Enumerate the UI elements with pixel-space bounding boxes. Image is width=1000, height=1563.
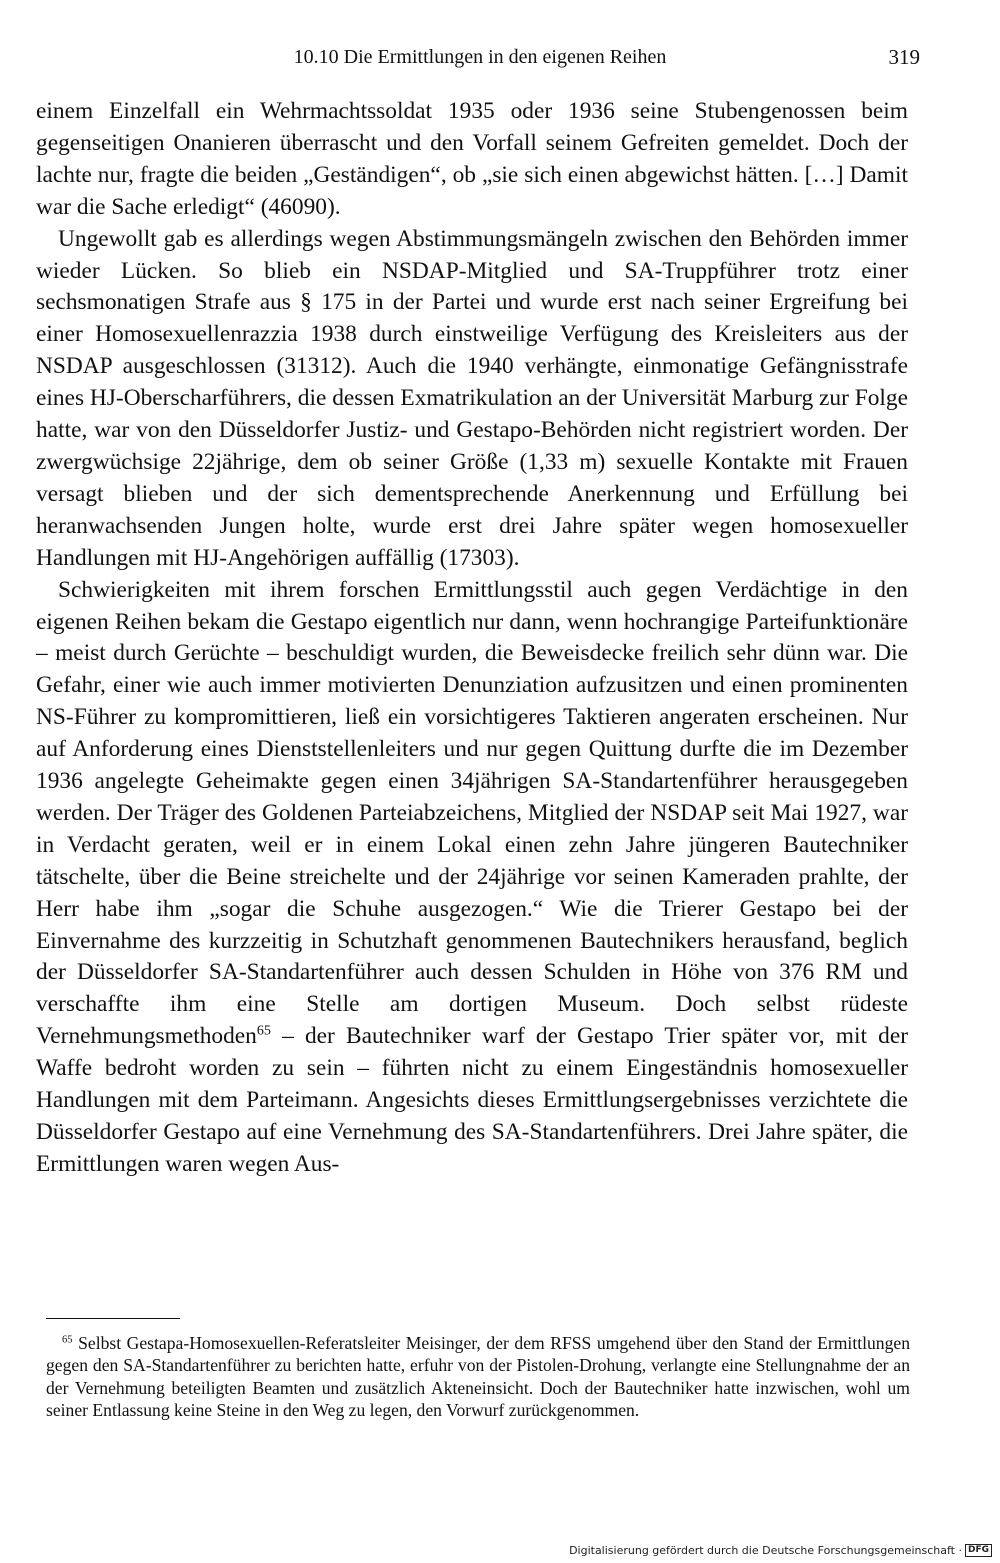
credit-text: Digitalisierung gefördert durch die Deutsche Forschungsgemeinschaft ·: [569, 1544, 962, 1557]
page-number: 319: [888, 45, 920, 69]
paragraph-1: einem Einzelfall ein Wehrmachtssoldat 1935 oder 1936 seine Stubengenossen beim gegenseitigen Onanieren überrascht und den Vorfall seinem Gefreiten gemeldet. Doch der lachte nur, fragte die beiden „Geständigen“, ob „sie sich einen abgewichst hätten. […] Damit war die Sache erledigt“ (46090).: [36, 98, 908, 220]
page-header: [40, 40, 920, 74]
digitization-credit: [569, 1544, 992, 1557]
footnote-reference: 65: [256, 1022, 271, 1039]
body-text: [36, 96, 908, 1181]
paragraph-3: [36, 575, 908, 1181]
footnote-text: Selbst Gestapa-Homosexuellen-Referatsleiter Meisinger, der dem RFSS umgehend über den Stand der Ermittlungen gegen den SA-Standartenführer zu berichten hatte, erfuhr von der Pistolen-Drohung, verlangte eine Stellungnahme der an der Vernehmung beteiligten Beamten und zusätzlich Akteneinsicht. Doch der Bautechniker hatte inzwischen, wohl um seiner Entlassung keine Steine in den Weg zu legen, den Vorwurf zurückgenommen.: [46, 1333, 910, 1421]
dfg-logo-icon: DFG: [965, 1544, 992, 1557]
paragraph-2: Ungewollt gab es allerdings wegen Abstimmungsmängeln zwischen den Behörden immer wieder Lücken. So blieb ein NSDAP-Mitglied und SA-Truppführer trotz einer sechsmonatigen Strafe aus § 175 in der Partei und wurde erst nach seiner Ergreifung bei einer Homosexuellenrazzia 1938 durch einstweilige Verfügung des Kreisleiters aus der NSDAP ausgeschlossen (31312). Auch die 1940 verhängte, einmonatige Gefängnisstrafe eines HJ-Oberscharführers, die dessen Exmatrikulation an der Universität Marburg zur Folge hatte, war von den Düsseldorfer Justiz- und Gestapo-Behörden nicht registriert worden. Der zwergwüchsige 22jährige, dem ob seiner Größe (1,33 m) sexuelle Kontakte mit Frauen versagt blieben und der sich dementsprechende Anerkennung und Erfüllung bei heranwachsenden Jungen holte, wurde erst drei Jahre später wegen homosexueller Handlungen mit HJ-Angehörigen auffällig (17303).: [36, 225, 908, 571]
footnote: [46, 1332, 910, 1422]
footnote-divider: [46, 1318, 180, 1319]
running-title: 10.10 Die Ermittlungen in den eigenen Reihen: [293, 46, 667, 68]
paragraph-3-part-1: Schwierigkeiten mit ihrem forschen Ermittlungsstil auch gegen Verdächtige in den eigenen Reihen bekam die Gestapo eigentlich nur dann, wenn hochrangige Parteifunktionäre – meist durch Gerüchte – beschuldigt wurden, die Beweisdecke freilich sehr dünn war. Die Gefahr, einer wie auch immer motivierten Denunziation aufzusitzen und einen prominenten NS-Führer zu kompromittieren, ließ ein vorsichtigeres Taktieren angeraten erscheinen. Nur auf Anforderung eines Dienststellenleiters und nur gegen Quittung durfte die im Dezember 1936 angelegte Geheimakte gegen einen 34jährigen SA-Standartenführer herausgegeben werden. Der Träger des Goldenen Parteiabzeichens, Mitglied der NSDAP seit Mai 1927, war in Verdacht geraten, weil er in einem Lokal einen zehn Jahre jüngeren Bautechniker tätschelte, über die Beine streichelte und der 24jährige vor seinen Kameraden prahlte, der Herr habe ihm „sogar die Schuhe ausgezogen.“ Wie die Trierer Gestapo bei der Einvernahme des kurzzeitig in Schutzhaft genommenen Bautechnikers herausfand, beglich der Düsseldorfer SA-Standartenführer auch dessen Schulden in Höhe von 376 RM und verschaffte ihm eine Stelle am dortigen Museum. Doch selbst rüdeste Vernehmungsmethoden: [36, 576, 908, 1050]
footnote-number: 65: [62, 1334, 73, 1346]
paragraph-3-part-2: – der Bautechniker warf der Gestapo Trier später vor, mit der Waffe bedroht worden zu sein – führten nicht zu einem Eingeständnis homosexueller Handlungen mit dem Parteimann. Angesichts dieses Ermittlungsergebnisses verzichtete die Düsseldorfer Gestapo auf eine Vernehmung des SA-Standartenführers. Drei Jahre später, die Ermittlungen waren wegen Aus-: [36, 1023, 908, 1177]
